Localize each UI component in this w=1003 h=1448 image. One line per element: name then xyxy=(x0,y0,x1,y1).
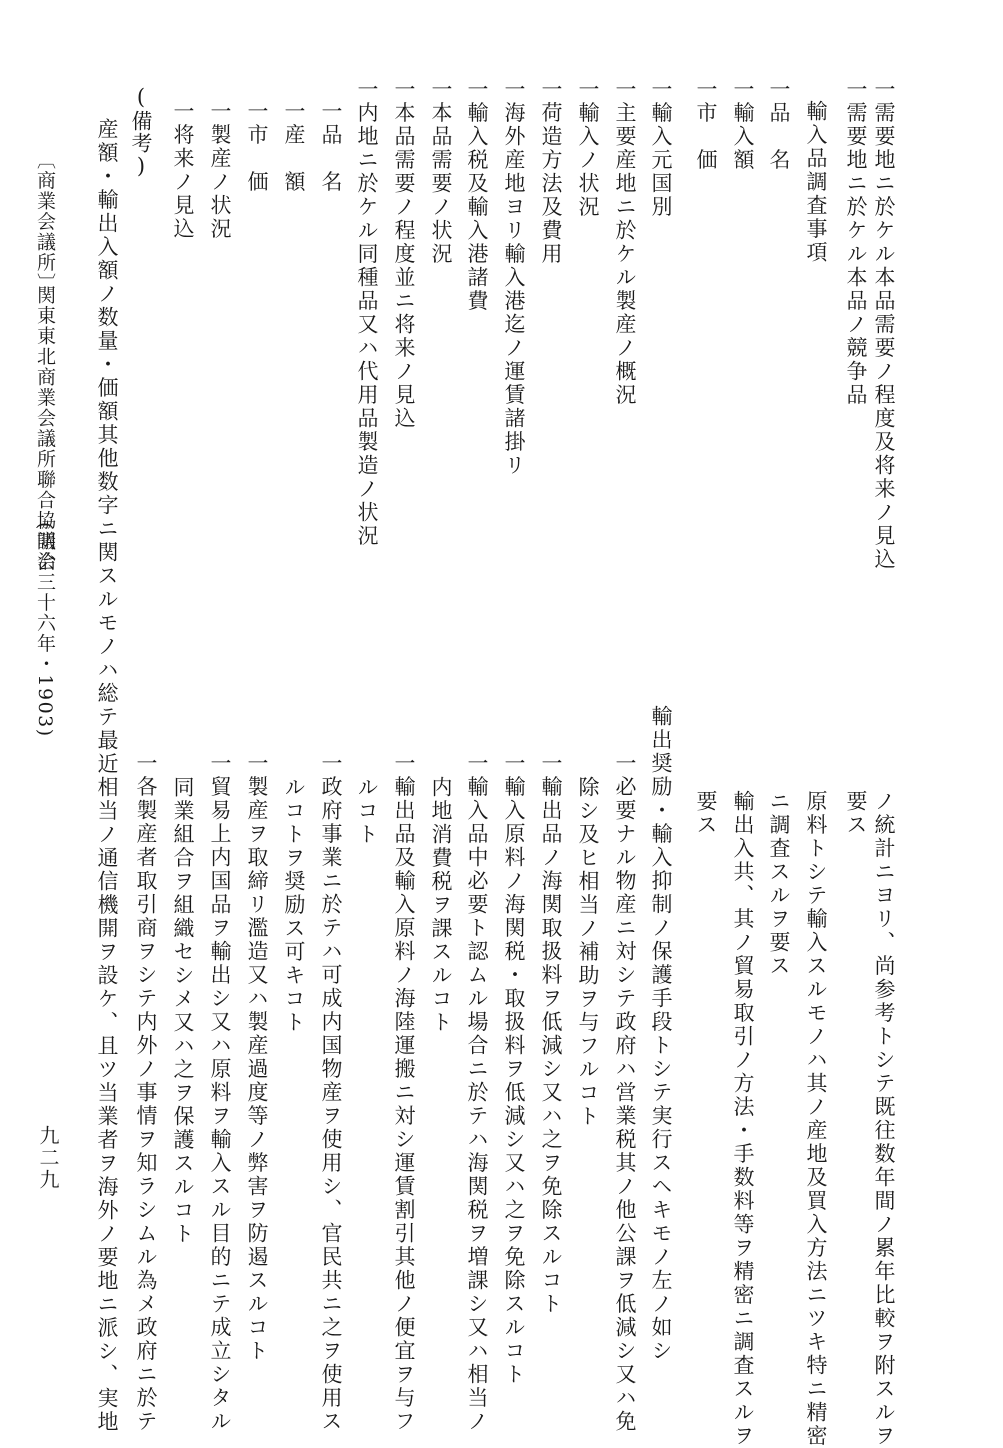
source-organization: 関東東北商業会議所聯合協議会 xyxy=(34,285,56,572)
lower-line-6: 要ス xyxy=(694,790,718,837)
lower-line-1: ノ統計ニヨリ、尚参考トシテ既往数年間ノ累年比較ヲ附スルヲ xyxy=(872,790,896,1448)
lower-line-10: 一輸出品ノ海関取扱料ヲ低減シ又ハ之ヲ免除スルコト xyxy=(539,752,563,1316)
lower-line-9: 除シ及ヒ相当ノ補助ヲ与フルコト xyxy=(576,776,600,1129)
upper-line-6: 一市 価 xyxy=(694,78,718,172)
notes-line-1: 産額・輸出入額ノ数量・価額其他数字ニ関スルモノハ総テ最近 xyxy=(95,118,119,776)
lower-line-3: 原料トシテ輸入スルモノハ其ノ産地及買入方法ニツキ特ニ精密 xyxy=(804,790,828,1448)
upper-line-18: 一市 価 xyxy=(245,100,269,194)
upper-line-17: 一産 額 xyxy=(282,100,306,194)
upper-section-heading: 輸入品調査事項 xyxy=(804,100,828,265)
lower-line-4: ニ調査スルヲ要ス xyxy=(767,790,791,978)
upper-line-14: 一本品需要ノ程度並ニ将来ノ見込 xyxy=(392,78,416,431)
lower-line-18: 一製産ヲ取締リ濫造又ハ製産過度等ノ弊害ヲ防遏スルコト xyxy=(245,752,269,1363)
upper-line-11: 一海外産地ヨリ輸入港迄ノ運賃諸掛リ xyxy=(502,78,526,478)
lower-line-11: 一輸入原料ノ海関税・取扱料ヲ低減シ又ハ之ヲ免除スルコト xyxy=(502,752,526,1387)
lower-line-16: 一政府事業ニ於テハ可成内国物産ヲ使用シ、官民共ニ之ヲ使用ス xyxy=(319,752,343,1434)
lower-line-2: 要ス xyxy=(844,790,868,837)
upper-line-7: 一輸入元国別 xyxy=(649,78,673,219)
lower-line-15: ルコト xyxy=(355,776,379,847)
source-bracket: 〔商業会議所〕 xyxy=(34,150,56,294)
upper-line-15: 一内地ニ於ケル同種品又ハ代用品製造ノ状況 xyxy=(355,78,379,548)
upper-line-5: 一輸入額 xyxy=(731,78,755,172)
upper-line-9: 一主要産地ニ於ケル製産ノ概況 xyxy=(613,78,637,407)
lower-line-21: 一各製産者取引商ヲシテ内外ノ事情ヲ知ラシムル為メ政府ニ於テ xyxy=(134,752,158,1434)
lower-line-14: 一輸出品及輸入原料ノ海陸運搬ニ対シ運賃割引其他ノ便宜ヲ与フ xyxy=(392,752,416,1434)
upper-line-8: 一輸入ノ状況 xyxy=(576,78,600,219)
upper-line-2: 一需要地ニ於ケル本品ノ競争品 xyxy=(844,78,868,407)
upper-line-10: 一荷造方法及費用 xyxy=(539,78,563,266)
upper-line-1: 一需要地ニ於ケル本品需要ノ程度及将来ノ見込 xyxy=(872,78,896,572)
lower-line-12: 一輸入品中必要ト認ムル場合ニ於テハ海関税ヲ増課シ又ハ相当ノ xyxy=(465,752,489,1434)
lower-line-19: 一貿易上内国品ヲ輸出シ又ハ原料ヲ輸入スル目的ニテ成立シタル xyxy=(208,752,232,1434)
lower-line-22: 相当ノ通信機開ヲ設ケ、且ツ当業者ヲ海外ノ要地ニ派シ、実地 xyxy=(95,776,119,1434)
upper-line-16: 一品 名 xyxy=(319,100,343,194)
upper-line-20: 一将来ノ見込 xyxy=(171,100,195,241)
upper-line-4: 一品 名 xyxy=(767,78,791,172)
upper-line-19: 一製産ノ状況 xyxy=(208,100,232,241)
notes-label: (備考) xyxy=(129,85,153,179)
lower-line-20: 同業組合ヲ組織セシメ又ハ之ヲ保護スルコト xyxy=(171,776,195,1246)
lower-line-17: ルコトヲ奨励ス可キコト xyxy=(282,776,306,1035)
upper-line-13: 一本品需要ノ状況 xyxy=(429,78,453,266)
source-date: (明治三十六年・1903) xyxy=(34,522,56,738)
page-number: 九二九 xyxy=(36,1125,60,1191)
lower-line-8: 一必要ナル物産ニ対シテ政府ハ営業税其ノ他公課ヲ低減シ又ハ免 xyxy=(613,752,637,1434)
upper-line-12: 一輸入税及輸入港諸費 xyxy=(465,78,489,313)
lower-line-13: 内地消費税ヲ課スルコト xyxy=(429,776,453,1035)
lower-line-7: 輸出奨励・輸入抑制ノ保護手段トシテ実行スヘキモノ左ノ如シ xyxy=(649,705,673,1363)
lower-line-5: 輸出入共、其ノ貿易取引ノ方法・手数料等ヲ精密ニ調査スルヲ xyxy=(731,790,755,1448)
